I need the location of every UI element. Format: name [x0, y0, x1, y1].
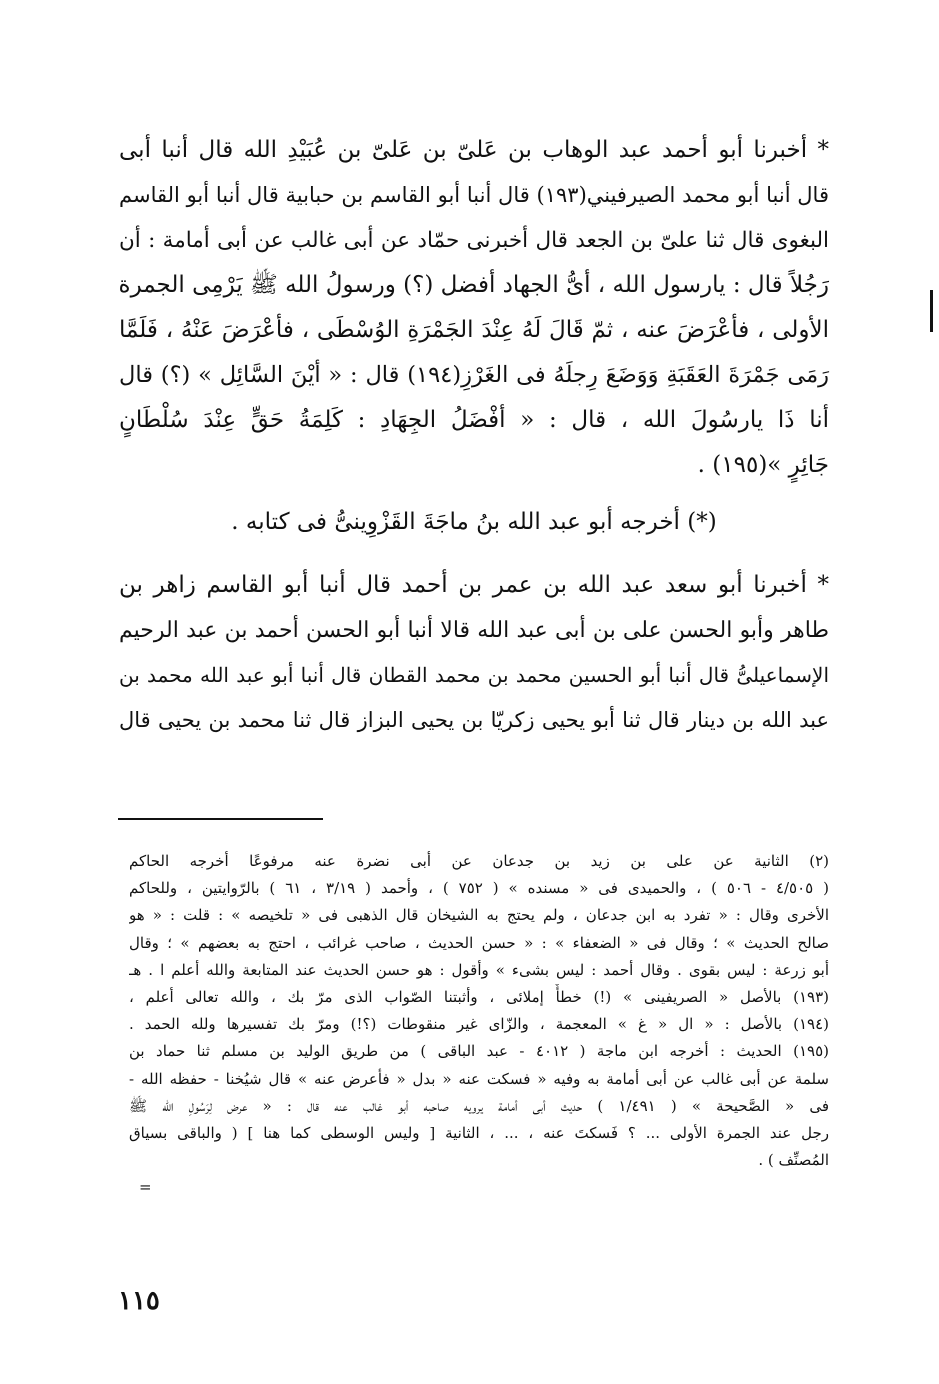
footnote-line: (١٩٣) بالأصل « الصريفينى » (!) خطأٌ إملائى ، وأثبتنا الصّواب الذى مرّ بك ، والله تعالى أعلم ،	[129, 987, 829, 1006]
text-line: البغوى قال ثنا علىّ بن الجعد قال أخبرنى حمّاد عن أبى غالب عن أبى أمامة : أن	[119, 228, 829, 253]
text-line: * أخبرنا أبو أحمد عبد الوهاب بن عَلىّ بن عَلىّ بن عُبَيْدِ الله قال أنبا أبى	[119, 137, 829, 163]
footnote-line: الأخرى وقال : « تفرد به ابن جدعان ، ولم يحتج به الشيخان قال الذهبى فى « تلخيصه » : قلت : « هو	[129, 906, 829, 925]
page-number: ١١٥	[118, 1286, 160, 1316]
footnote-line: المُصنِّف ) .	[758, 1151, 829, 1170]
continuation-mark: =	[139, 1178, 152, 1197]
text-line: جَائِرٍ »(١٩٥) .	[697, 452, 829, 478]
text-line: الأولى ، فأعْرَضَ عنه ، ثمّ قَالَ لَهُ عِنْدَ الجَمْرَةِ الوُسْطَى ، فأعْرَضَ عَنْهُ ، فَلَمَّا	[119, 317, 829, 343]
footnotes	[129, 848, 829, 1201]
text-line: عبد الله بن دينار قال ثنا أبو يحيى زكريّا بن يحيى البزاز قال ثنا محمد بن يحيى قال	[119, 708, 829, 732]
footnote-line: صالح الحديث » ؛ وقال فى « الضعفاء » : « حسن الحديث ، صاحب غرائب ، احتج به بعضهم » ؛ وقال	[129, 933, 829, 952]
footnote-line: (١٩٥) الحديث : أخرجه ابن ماجة ( ٤٠١٢ - عبد الباقى ) من طريق الوليد بن مسلم ثنا حماد بن	[129, 1042, 829, 1061]
footnote-line: (١٩٤) بالأصل : « ال « غ » المعجمة ، والزّاى غير منقوطات (؟!) ومرّ بك تفسيرها ولله الحمد .	[129, 1015, 829, 1034]
takhrij-note: (*) أخرجه أبو عبد الله بنُ ماجَةَ القَزْوِينىُّ فى كتابه .	[231, 509, 717, 535]
text-line: أنا ذَا يارسُولَ الله ، قال : « أفْضَلُ الجِهَادِ : كَلِمَةُ حَقٍّ عِنْدَ سُلْطَانٍ	[119, 407, 829, 433]
text-line: طاهر وأبو الحسن على بن أبى عبد الله قالا أنبا أبو الحسن أحمد بن عبد الرحيم	[119, 618, 829, 643]
footnote-line: (٢) الثانية عن على بن زيد بن جدعان عن أبى نضرة عنه مرفوعًا أخرجه الحاكم	[129, 852, 829, 870]
text-line: الإسماعيلىُّ قال أنبا أبو الحسين محمد بن محمد القطان قال أنبا أبو عبد الله محمد بن	[119, 663, 829, 687]
footnote-line: أبو زرعة : ليس بقوى . وقال أحمد : ليس بشىء » وأقول : هو حسن الحديث عند المتابعة والله أعلم ا . هـ	[129, 960, 829, 979]
main-text	[119, 128, 829, 743]
footnote-line: سلمة عن أبى غالب عن أبى أمامة به وفيه « فسكت عنه « بدل « فأعرض عنه » قال شيُخنا - حفظه الله -	[129, 1069, 829, 1088]
text-line: قال أنبا أبو محمد الصيرفيني(١٩٣) قال أنبا أبو القاسم بن حبابية قال أنبا أبو القاسم	[119, 183, 829, 207]
text-line: رَمَى جَمْرَةَ العَقَبَةِ وَوَضَعَ رِجلَهُ فى الغَرْزِ(١٩٤) قال : « أيْنَ السَّائِل » (؟) قال	[119, 362, 829, 388]
scan-edge-mark	[930, 290, 933, 332]
footnote-line: ( ٤/٥٠٥ - ٥٠٦ ) ، والحميدى فى « مسنده » ( ٧٥٢ ) ، وأحمد ( ٣/١٩ ، ٦١ ) بالرّوايتين ، وللحاكم	[129, 879, 829, 898]
text-line: * أخبرنا أبو سعد عبد الله بن عمر بن أحمد قال أنبا أبو القاسم زاهر بن	[119, 572, 829, 598]
footnote-line: فى « الصَّحيحة » ( ١/٤٩١ ) حديث أبى أمامة يرويه صاحبه أبو غالب عنه قال : « عرض لِرَسُولِ الله ﷺ	[129, 1096, 829, 1115]
text-line: رَجُلاً قال : يارسول الله ، أىُّ الجهاد أفضل (؟) ورسولُ الله ﷺ يَرْمِى الجمرة	[118, 272, 829, 298]
footnote-line: رجل عند الجمرة الأولى ... ؟ فَسكتَ عنه ، ... ، الثانية [ وليس الوسطى كما هنا ] ( والباقى بسياق	[129, 1123, 829, 1142]
footnote-separator	[118, 818, 323, 820]
